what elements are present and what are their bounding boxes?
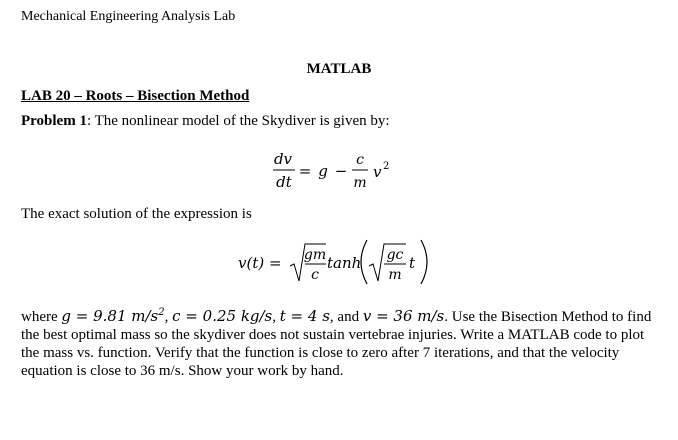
eq1-v: v — [373, 163, 382, 181]
eq1-dv: dv — [273, 150, 293, 168]
para-and: and — [337, 309, 360, 325]
time-value: t = 4 s — [279, 307, 330, 325]
lab-title: LAB 20 – Roots – Bisection Method — [21, 88, 250, 104]
drag-coefficient-value: c = 0.25 kg/s — [172, 307, 273, 325]
gravity-exponent: 2 — [158, 307, 165, 318]
eq2-left-paren — [361, 240, 367, 284]
exact-solution-intro: The exact solution of the expression is — [21, 206, 252, 222]
problem-text: : The nonlinear model of the Skydiver is given by: — [86, 113, 390, 129]
para-where: where — [21, 309, 58, 325]
eq2-m: m — [388, 267, 402, 283]
eq2-gc: gc — [386, 247, 404, 263]
differential-equation — [270, 148, 420, 196]
eq2-t: t — [409, 254, 416, 272]
eq2-gm: gm — [303, 247, 327, 263]
velocity-value: v = 36 m/s — [362, 307, 445, 325]
eq2-lhs: v(t) = — [238, 254, 282, 272]
eq1-minus: − — [334, 162, 348, 180]
eq1-g: g — [318, 162, 328, 180]
eq1-c: c — [356, 152, 364, 168]
problem-description: where g = 9.81 $m/s^2$, c = 0.25 kg/s, t = 4 s, and v = 36 m/s. Use the Bisection Method to find the best optimal mass so the skydiver does not sustain vertebrae injuries. Write a MATLAB code to plot the mass vs. function. Verify that the function is close to zero after 7 iterations, and that the velocity equation is close to 36 m/s. Show your work by hand. — [21, 307, 652, 379]
gravity-value: g = 9.81 m/s — [61, 307, 159, 325]
eq1-equals: = — [298, 162, 312, 180]
para-rest: . Use the Bisection Method to find the best optimal mass so the skydiver does not sustain vertebrae injuries. Write a MATLAB code to plot the mass vs. function. Verify that the function is close to zero after 7 iterations, and that the velocity equation is close to 36 m/s. Show your work by hand. — [21, 309, 652, 379]
eq1-m: m — [353, 175, 367, 191]
lab-header: Mechanical Engineering Analysis Lab — [21, 9, 236, 24]
eq2-c: c — [311, 267, 319, 283]
document-title: MATLAB — [306, 61, 372, 77]
eq1-dt: dt — [276, 173, 292, 191]
problem-label: Problem 1 — [21, 113, 87, 129]
problem-statement — [21, 113, 390, 130]
exact-solution-equation — [238, 236, 438, 288]
eq2-right-paren — [421, 240, 427, 284]
eq2-tanh: tanh — [327, 254, 362, 272]
eq1-square: 2 — [383, 161, 390, 172]
